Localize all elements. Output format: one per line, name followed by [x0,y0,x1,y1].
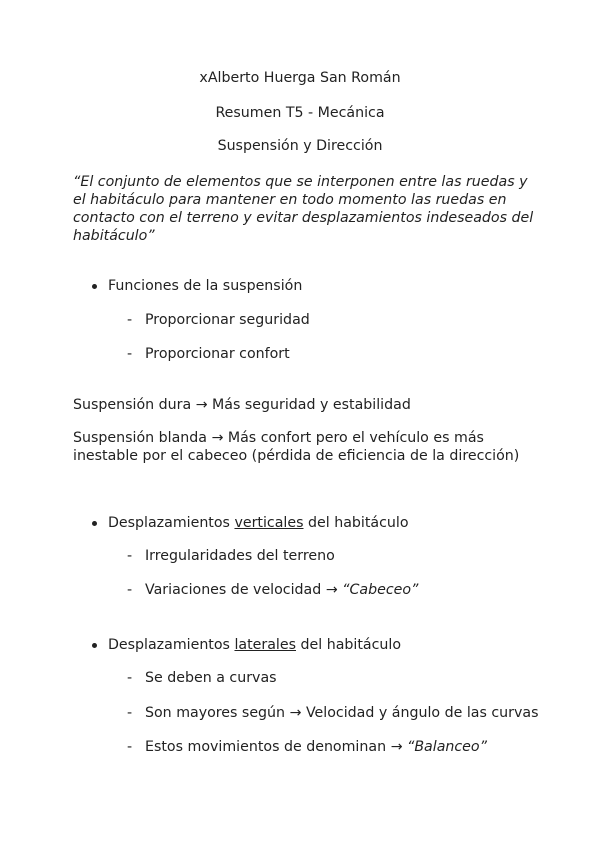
dash-icon: - [127,739,133,755]
item-emphasis: “Balanceo” [406,739,487,755]
section-heading-verticales [108,515,409,531]
bullet-icon [92,284,97,289]
list-item: Se deben a curvas [145,670,277,686]
section-heading-laterales [108,637,401,653]
bullet-icon [92,521,97,526]
dash-icon: - [127,548,133,564]
dash-icon: - [127,670,133,686]
list-item: Proporcionar confort [145,346,290,362]
document-title: Resumen T5 - Mecánica [215,105,385,121]
dash-icon: - [127,346,133,362]
dash-icon: - [127,705,133,721]
item-emphasis: “Cabeceo” [342,582,419,598]
paragraph-suspension-blanda: Suspensión blanda → Más confort pero el vehículo es más inestable por el cabeceo (pérdida de eficiencia de la dirección) [73,430,520,464]
section-heading-funciones: Funciones de la suspensión [108,278,303,294]
definition-quote: “El conjunto de elementos que se interponen entre las ruedas y el habitáculo para mantener en todo momento las ruedas en contacto con el terreno y evitar desplazamientos indeseados del habitáculo” [73,174,534,244]
bullet-icon [92,643,97,648]
paragraph-suspension-dura: Suspensión dura → Más seguridad y estabilidad [73,397,411,413]
heading-text: del habitáculo [296,637,401,653]
dash-icon: - [127,582,133,598]
list-item: Son mayores según → Velocidad y ángulo de las curvas [145,705,539,721]
list-item [145,739,487,755]
list-item: Proporcionar seguridad [145,312,310,328]
author-line: xAlberto Huerga San Román [199,70,401,86]
heading-text: del habitáculo [303,515,409,531]
item-text: Estos movimientos de denominan → [145,739,407,755]
heading-text: Desplazamientos [108,515,235,531]
heading-underlined: verticales [234,515,304,531]
item-text: Variaciones de velocidad → [145,582,343,598]
dash-icon: - [127,312,133,328]
list-item [145,582,418,598]
heading-text: Desplazamientos [108,637,235,653]
list-item: Irregularidades del terreno [145,548,335,564]
heading-underlined: laterales [234,637,296,653]
document-subtitle: Suspensión y Dirección [217,138,383,154]
